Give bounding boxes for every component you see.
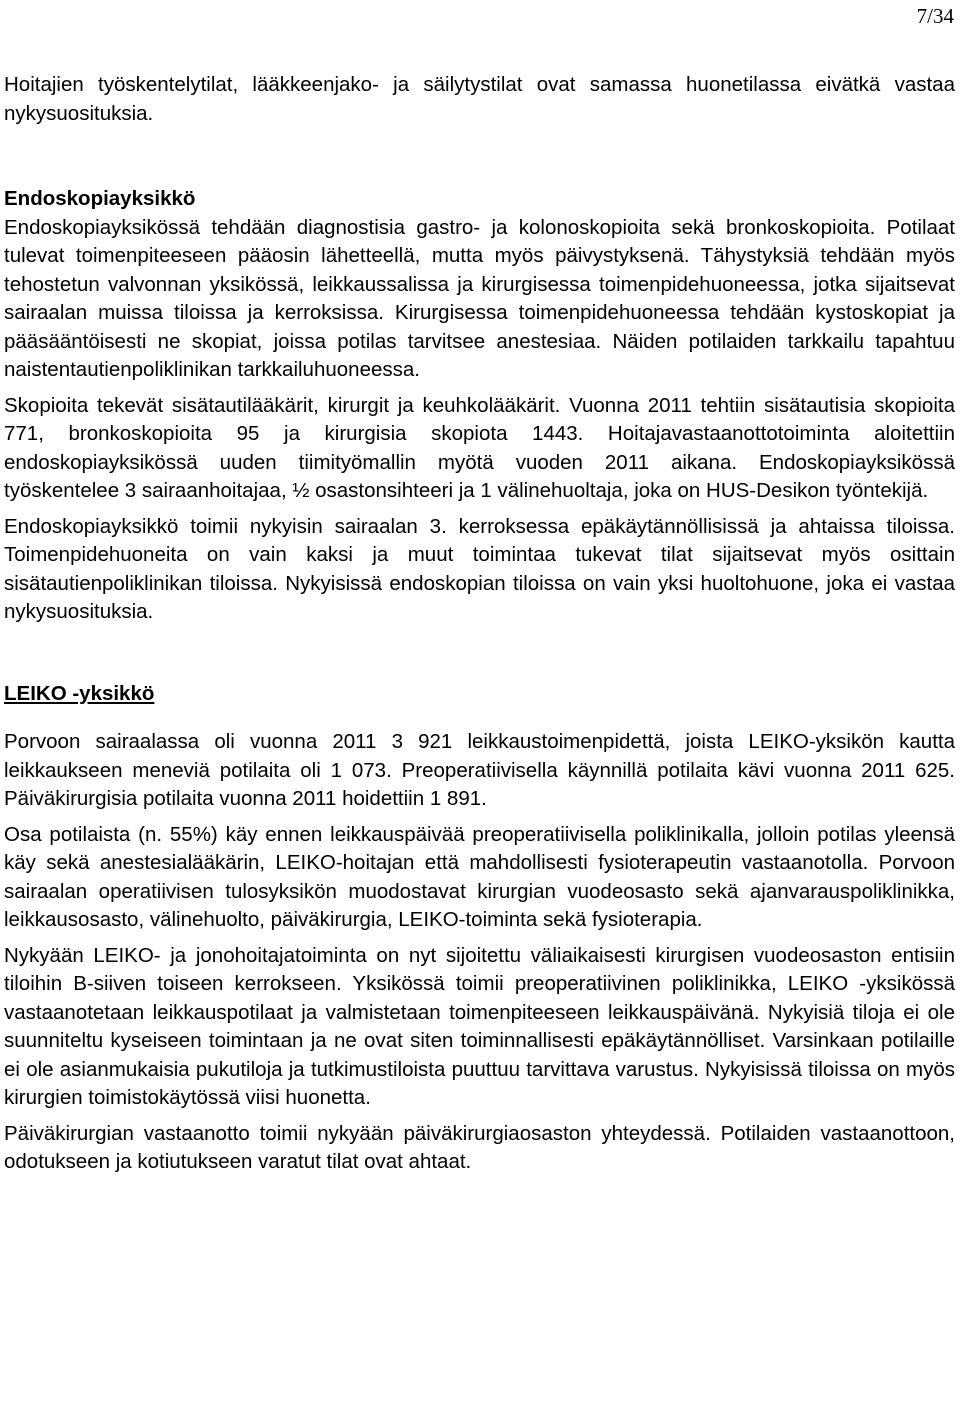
leiko-heading: LEIKO -yksikkö bbox=[4, 681, 155, 705]
page-number: 7/34 bbox=[916, 4, 954, 28]
endoscopy-heading: Endoskopiayksikkö bbox=[4, 187, 196, 210]
endoscopy-paragraph-2: Skopioita tekevät sisätautilääkärit, kirurgit ja keuhkolääkärit. Vuonna 2011 tehtiin sisätautisia skopioita 771, bronkoskopioita 95 ja kirurgisia skopiota 1443. Hoitajavastaanottotoiminta aloitettiin endoskopiayksikössä uuden tiimityömallin myötä vuoden 2011 aikana. Endoskopiayksikössä työskentelee 3 sairaanhoitajaa, ½ osastonsihteeri ja 1 välinehuoltaja, joka on HUS-Desikon työntekijä. bbox=[4, 393, 955, 502]
endoscopy-paragraph-3: Endoskopiayksikkö toimii nykyisin sairaalan 3. kerroksessa epäkäytännöllisissä ja ahtaissa tiloissa. Toimenpidehuoneita on vain kaksi ja muut toimintaa tukevat tilat sijaitsevat myös osittain sisätautienpoliklinikan tiloissa. Nykyisissä endoskopian tiloissa on vain yksi huoltohuone, joka ei vastaa nykysuosituksia. bbox=[4, 514, 955, 623]
leiko-paragraph-2: Osa potilaista (n. 55%) käy ennen leikkauspäivää preoperatiivisella poliklinikalla, jolloin potilas yleensä käy sekä anestesialääkärin, LEIKO-hoitajan että mahdollisesti fysioterapeutin vastaanotolla. Porvoon sairaalan operatiivisen tulosyksikön muodostavat kirurgian vuodeosasto sekä ajanvarauspoliklinikka, leikkausosasto, välinehuolto, päiväkirurgia, LEIKO-toiminta sekä fysioterapia. bbox=[4, 822, 955, 931]
leiko-paragraph-4: Päiväkirurgian vastaanotto toimii nykyään päiväkirurgiaosaston yhteydessä. Potilaiden vastaanottoon, odotukseen ja kotiutukseen varatut tilat ovat ahtaat. bbox=[4, 1121, 955, 1173]
intro-paragraph: Hoitajien työskentelytilat, lääkkeenjako- ja säilytystilat ovat samassa huonetilassa eivätkä vastaa nykysuosituksia. bbox=[4, 73, 955, 125]
document-body bbox=[4, 71, 955, 1177]
endoscopy-paragraph-1: Endoskopiayksikössä tehdään diagnostisia gastro- ja kolonoskopioita sekä bronkoskopioita. Potilaat tulevat toimenpiteeseen pääosin lähetteellä, mutta myös päivystyksenä. Tähystyksiä tehdään myös tehostetun valvonnan yksikössä, leikkaussalissa ja kirurgisessa toimenpidehuoneessa, jotka sijaitsevat sairaalan muissa tiloissa ja kerroksissa. Kirurgisessa toimenpidehuoneessa tehdään kystoskopiat ja pääsääntöisesti ne skopiat, joissa potilas tarvitsee anestesiaa. Näiden potilaiden tarkkailu tapahtuu naistentautienpoliklinikan tarkkailuhuoneessa. bbox=[4, 215, 955, 381]
leiko-paragraph-1: Porvoon sairaalassa oli vuonna 2011 3 921 leikkaustoimenpidettä, joista LEIKO-yksikön kautta leikkaukseen meneviä potilaita oli 1 073. Preoperatiivisella käynnillä potilaita kävi vuonna 2011 625. Päiväkirurgisia potilaita vuonna 2011 hoidettiin 1 891. bbox=[4, 730, 955, 810]
leiko-paragraph-3: Nykyään LEIKO- ja jonohoitajatoiminta on nyt sijoitettu väliaikaisesti kirurgisen vuodeosaston entisiin tiloihin B-siiven toiseen kerrokseen. Yksikössä toimii preoperatiivinen poliklinikka, LEIKO -yksikössä vastaanotetaan leikkauspotilaat ja valmistetaan toimenpiteeseen leikkauspäivänä. Nykyisiä tiloja ei ole suunniteltu kyseiseen toimintaan ja ne ovat siten toiminnallisesti epäkäytännölliset. Varsinkaan potilaille ei ole asianmukaisia pukutiloja ja tutkimustiloista puuttuu tarvittava varustus. Nykyisissä tiloissa on myös kirurgien toimistokäytössä viisi huonetta. bbox=[4, 943, 955, 1109]
